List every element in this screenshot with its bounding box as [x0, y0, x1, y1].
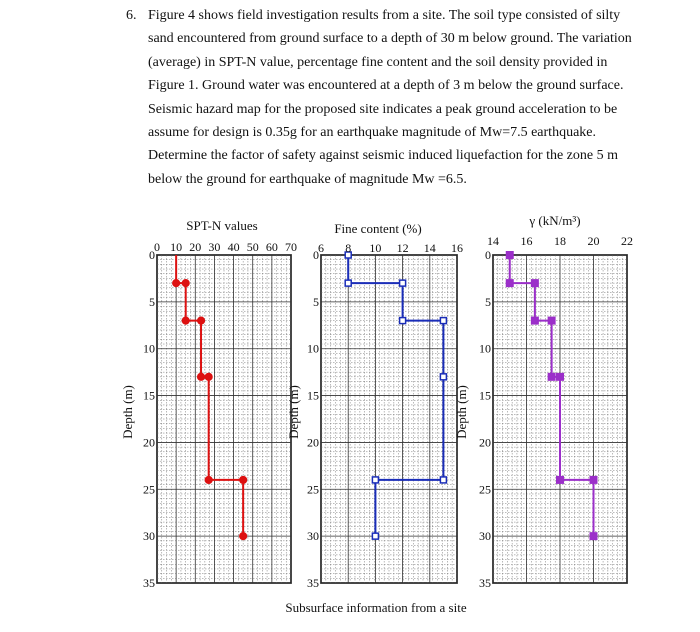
x-tick-label: 10: [369, 241, 382, 255]
question-line: (average) in SPT-N value, percentage fine content and the soil density provided in: [148, 54, 608, 70]
spt-chart: [157, 255, 291, 583]
data-marker: [531, 280, 538, 287]
x-tick-label: 50: [246, 240, 259, 254]
x-tick-label: 20: [587, 234, 600, 248]
data-marker: [182, 317, 189, 324]
data-marker: [240, 476, 247, 483]
x-axis-title: γ (kN/m³): [529, 213, 581, 228]
data-marker: [400, 280, 406, 286]
x-tick-label: 6: [318, 241, 324, 255]
y-tick-label: 35: [307, 576, 319, 590]
y-tick-label: 20: [143, 435, 155, 450]
data-marker: [205, 373, 212, 380]
y-tick-label: 20: [479, 435, 491, 450]
unit-weight-chart: [493, 252, 627, 584]
y-tick-label: 10: [307, 341, 319, 356]
data-marker: [440, 477, 446, 483]
data-marker: [372, 477, 378, 483]
y-tick-label: 30: [479, 529, 491, 544]
x-tick-label: 60: [265, 240, 278, 254]
data-marker: [557, 373, 564, 380]
data-marker: [590, 533, 597, 540]
y-tick-label: 15: [307, 388, 319, 403]
y-tick-label: 5: [313, 294, 319, 309]
data-marker: [197, 373, 204, 380]
data-marker: [506, 252, 513, 259]
data-marker: [440, 374, 446, 380]
data-marker: [548, 317, 555, 324]
x-tick-label: 70: [285, 240, 297, 254]
data-marker: [557, 476, 564, 483]
y-tick-label: 25: [307, 482, 319, 497]
data-marker: [531, 317, 538, 324]
data-marker: [548, 373, 555, 380]
data-marker: [590, 476, 597, 483]
fines-chart: [321, 252, 457, 583]
y-tick-label: 0: [149, 248, 155, 262]
y-tick-label: 35: [143, 576, 155, 590]
data-marker: [345, 280, 351, 286]
data-marker: [240, 533, 247, 540]
question-line: Determine the factor of safety against seismic induced liquefaction for the zone 5 m: [148, 148, 618, 164]
x-tick-label: 22: [621, 234, 633, 248]
data-marker: [372, 533, 378, 539]
x-tick-label: 18: [554, 234, 566, 248]
x-tick-label: 14: [423, 241, 436, 255]
data-marker: [440, 318, 446, 324]
y-tick-label: 10: [143, 341, 155, 356]
x-tick-label: 30: [208, 240, 221, 254]
y-axis-title: Depth (m): [286, 385, 301, 439]
y-axis-title: Depth (m): [454, 385, 469, 439]
y-tick-label: 20: [307, 435, 319, 450]
question-line: sand encountered from ground surface to a depth of 30 m below ground. The variation: [148, 31, 632, 47]
x-tick-label: 8: [345, 241, 352, 255]
x-tick-label: 12: [396, 241, 409, 255]
question-line: Figure 1. Ground water was encountered at a depth of 3 m below the ground surface.: [148, 78, 624, 94]
x-tick-label: 16: [451, 241, 463, 255]
y-axis-title: Depth (m): [120, 385, 135, 439]
x-tick-label: 40: [227, 240, 240, 254]
x-axis-title: SPT-N values: [186, 218, 258, 233]
question-line: below the ground for earthquake of magnitude Mw =6.5.: [148, 171, 467, 187]
data-marker: [506, 280, 513, 287]
data-marker: [205, 476, 212, 483]
data-marker: [197, 317, 204, 324]
y-tick-label: 30: [307, 529, 319, 544]
question-line: assume for design is 0.35g for an earthquake magnitude of Mw=7.5 earthquake.: [148, 125, 596, 141]
y-tick-label: 0: [313, 248, 319, 262]
y-tick-label: 35: [479, 576, 491, 590]
y-tick-label: 0: [485, 248, 491, 262]
y-tick-label: 5: [149, 294, 155, 309]
x-tick-label: 16: [520, 234, 533, 248]
x-axis-title: Fine content (%): [334, 221, 422, 236]
y-tick-label: 25: [143, 482, 155, 497]
y-tick-label: 15: [479, 388, 491, 403]
question-line: Seismic hazard map for the proposed site indicates a peak ground acceleration to be: [148, 101, 618, 117]
x-tick-label: 20: [189, 240, 202, 254]
y-tick-label: 10: [479, 341, 491, 356]
x-tick-label: 10: [170, 240, 183, 254]
y-tick-label: 5: [485, 294, 491, 309]
y-tick-label: 25: [479, 482, 491, 497]
y-tick-label: 15: [143, 388, 155, 403]
question-line: Figure 4 shows field investigation results from a site. The soil type consisted of silty: [148, 8, 621, 23]
x-tick-label: 14: [487, 234, 499, 248]
data-marker: [400, 318, 406, 324]
x-tick-label: 0: [154, 240, 160, 254]
data-marker: [182, 280, 189, 287]
figure-caption: Subsurface information from a site: [285, 600, 467, 615]
data-marker: [173, 280, 180, 287]
y-tick-label: 30: [143, 529, 155, 544]
question-number: 6.: [126, 8, 137, 23]
